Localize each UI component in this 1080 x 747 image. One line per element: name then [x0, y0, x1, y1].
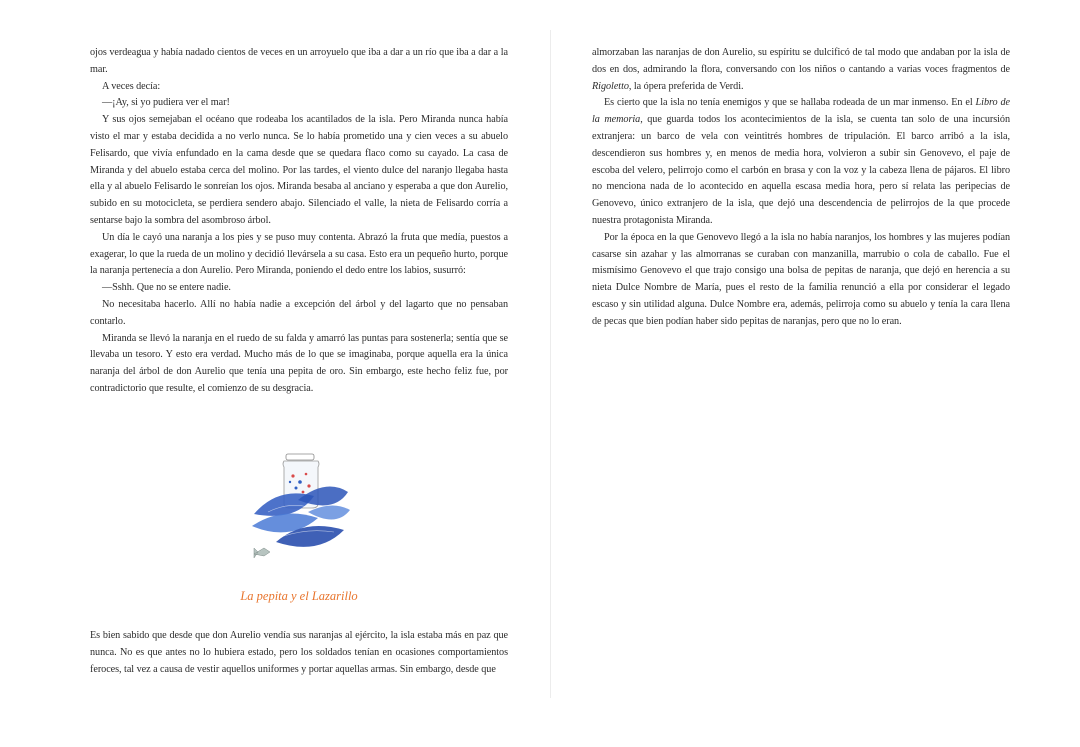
text-span: Es cierto que la isla no tenía enemigos y que se hallaba rodeada de un mar inmenso. En el	[604, 97, 973, 109]
text-span: almorzaban las naranjas de don Aurelio, su espíritu se dulcificó de tal modo que andaban por la isla de dos en dos, admirando la flora, conversando con los niños o cantando a varias voces fragmentos de	[592, 47, 1010, 75]
text-span: , la ópera preferida de Verdi.	[628, 80, 744, 92]
left-page-top-text	[90, 45, 508, 398]
right-page-text	[592, 45, 1010, 331]
paragraph: Es bien sabido que desde que don Aurelio vendía sus naranjas al ejército, la isla estaba más en paz que nunca. No es que antes no lo hubiera estado, pero los soldados tenían en ocasiones comportamientos feroces, tal vez a causa de vestir aquellos uniformes y portar aquellas armas. Sin embargo, desde que	[90, 630, 508, 675]
paragraph: Un día le cayó una naranja a los pies y se puso muy contenta. Abrazó la fruta que medía, puestos a exagerar, lo que la rueda de un molino y decidió llevársela a su casa. Esto era un pequeño hurto, porque la naranja pertenecía a don Aurelio. Pero Miranda, poniendo el dedo entre los labios, susurró:	[90, 231, 508, 277]
jar-with-blue-leaves-illustration	[248, 452, 352, 564]
paragraph	[592, 45, 1010, 95]
paragraph: Por la época en la que Genovevo llegó a la isla no había naranjos, los hombres y las mujeres podían casarse sin azahar y las almorranas se curaban con manzanilla, marrubio o cola de caballo. Fue el mismísimo Genovevo el que trajo consigo una bolsa de pepitas de naranja, que dejó en herencia a su nieta Dulce Nombre de María, pues el resto de la familia renunció a ella por considerar el legado escaso y sin utilidad alguna. Dulce Nombre era, además, pelirroja como su abuelo y tenía la cara llena de pecas que bien podían haber sido pepitas de naranjas, pero que no lo eran.	[592, 231, 1010, 327]
paragraph	[592, 95, 1010, 229]
chapter-title: La pepita y el Lazarillo	[240, 589, 358, 603]
left-page-bottom-text	[90, 628, 508, 678]
paragraph: A veces decía:	[102, 80, 161, 92]
dialogue-line: —¡Ay, si yo pudiera ver el mar!	[102, 97, 230, 109]
right-page	[551, 0, 1080, 747]
blue-leaves-icon	[252, 487, 350, 547]
paragraph: Miranda se llevó la naranja en el ruedo de su falda y amarró las puntas para sostenerla; sentía que se llevaba un tesoro. Y esto era verdad. Mucho más de lo que se imaginaba, porque aquella era la única naranja del árbol de don Aurelio que tenía una pepita de oro. Sin embargo, este hecho feliz fue, por contradictorio que resulte, el comienzo de su desgracia.	[90, 332, 508, 394]
fish-tail-icon	[254, 548, 270, 558]
paragraph: No necesitaba hacerlo. Allí no había nadie a excepción del árbol y del lagarto que no pensaban contarlo.	[90, 298, 508, 327]
book-title: Libro de la memoria	[592, 97, 1010, 126]
text-span: , que guarda todos los acontecimientos de la isla, se cuenta tan solo de una incursión extranjera: un barco de vela con veintitrés hombres de tripulación. El barco arribó a la isla, descendieron sus hombres y, en menos de media hora, volvieron a subir sin Genovevo, el paje de escoba del velero, pelirrojo como el carbón en brasa y con la voz y la cabeza llena de pájaros. El libro no menciona nada de lo acontecido en aquella escasa media hora, pero sí relata las peripecias de Genovevo, único extranjero de la isla, que dejó una descendencia de pelirrojos de la que procede nuestra protagonista Miranda.	[592, 114, 1010, 226]
work-title: Rigoletto	[592, 80, 629, 92]
paragraph: Y sus ojos semejaban el océano que rodeaba los acantilados de la isla. Pero Miranda nunca había visto el mar y estaba decidida a no verlo nunca. Se lo había prometido una y cien veces a su abuelo Felisardo, que vivía enfundado en la cama desde que se quedara flaco como su cayado. La casa de Miranda y del abuelo estaba cerca del molino. Por las tardes, el viento dulce del naranjo llegaba hasta ella y al abuelo Felisardo le sonreían los ojos. Miranda besaba al anciano y esperaba a que don Aurelio, subido en su motocicleta, se perdiera sendero abajo. Silenciado el valle, la nieta de Felisardo corría a sentarse bajo la sombra del asombroso árbol.	[90, 114, 508, 226]
dialogue-line: —Sshh. Que no se entere nadie.	[102, 282, 231, 294]
paragraph: ojos verdeagua y había nadado cientos de veces en un arroyuelo que iba a dar a un río que iba a dar a la mar.	[90, 47, 508, 75]
